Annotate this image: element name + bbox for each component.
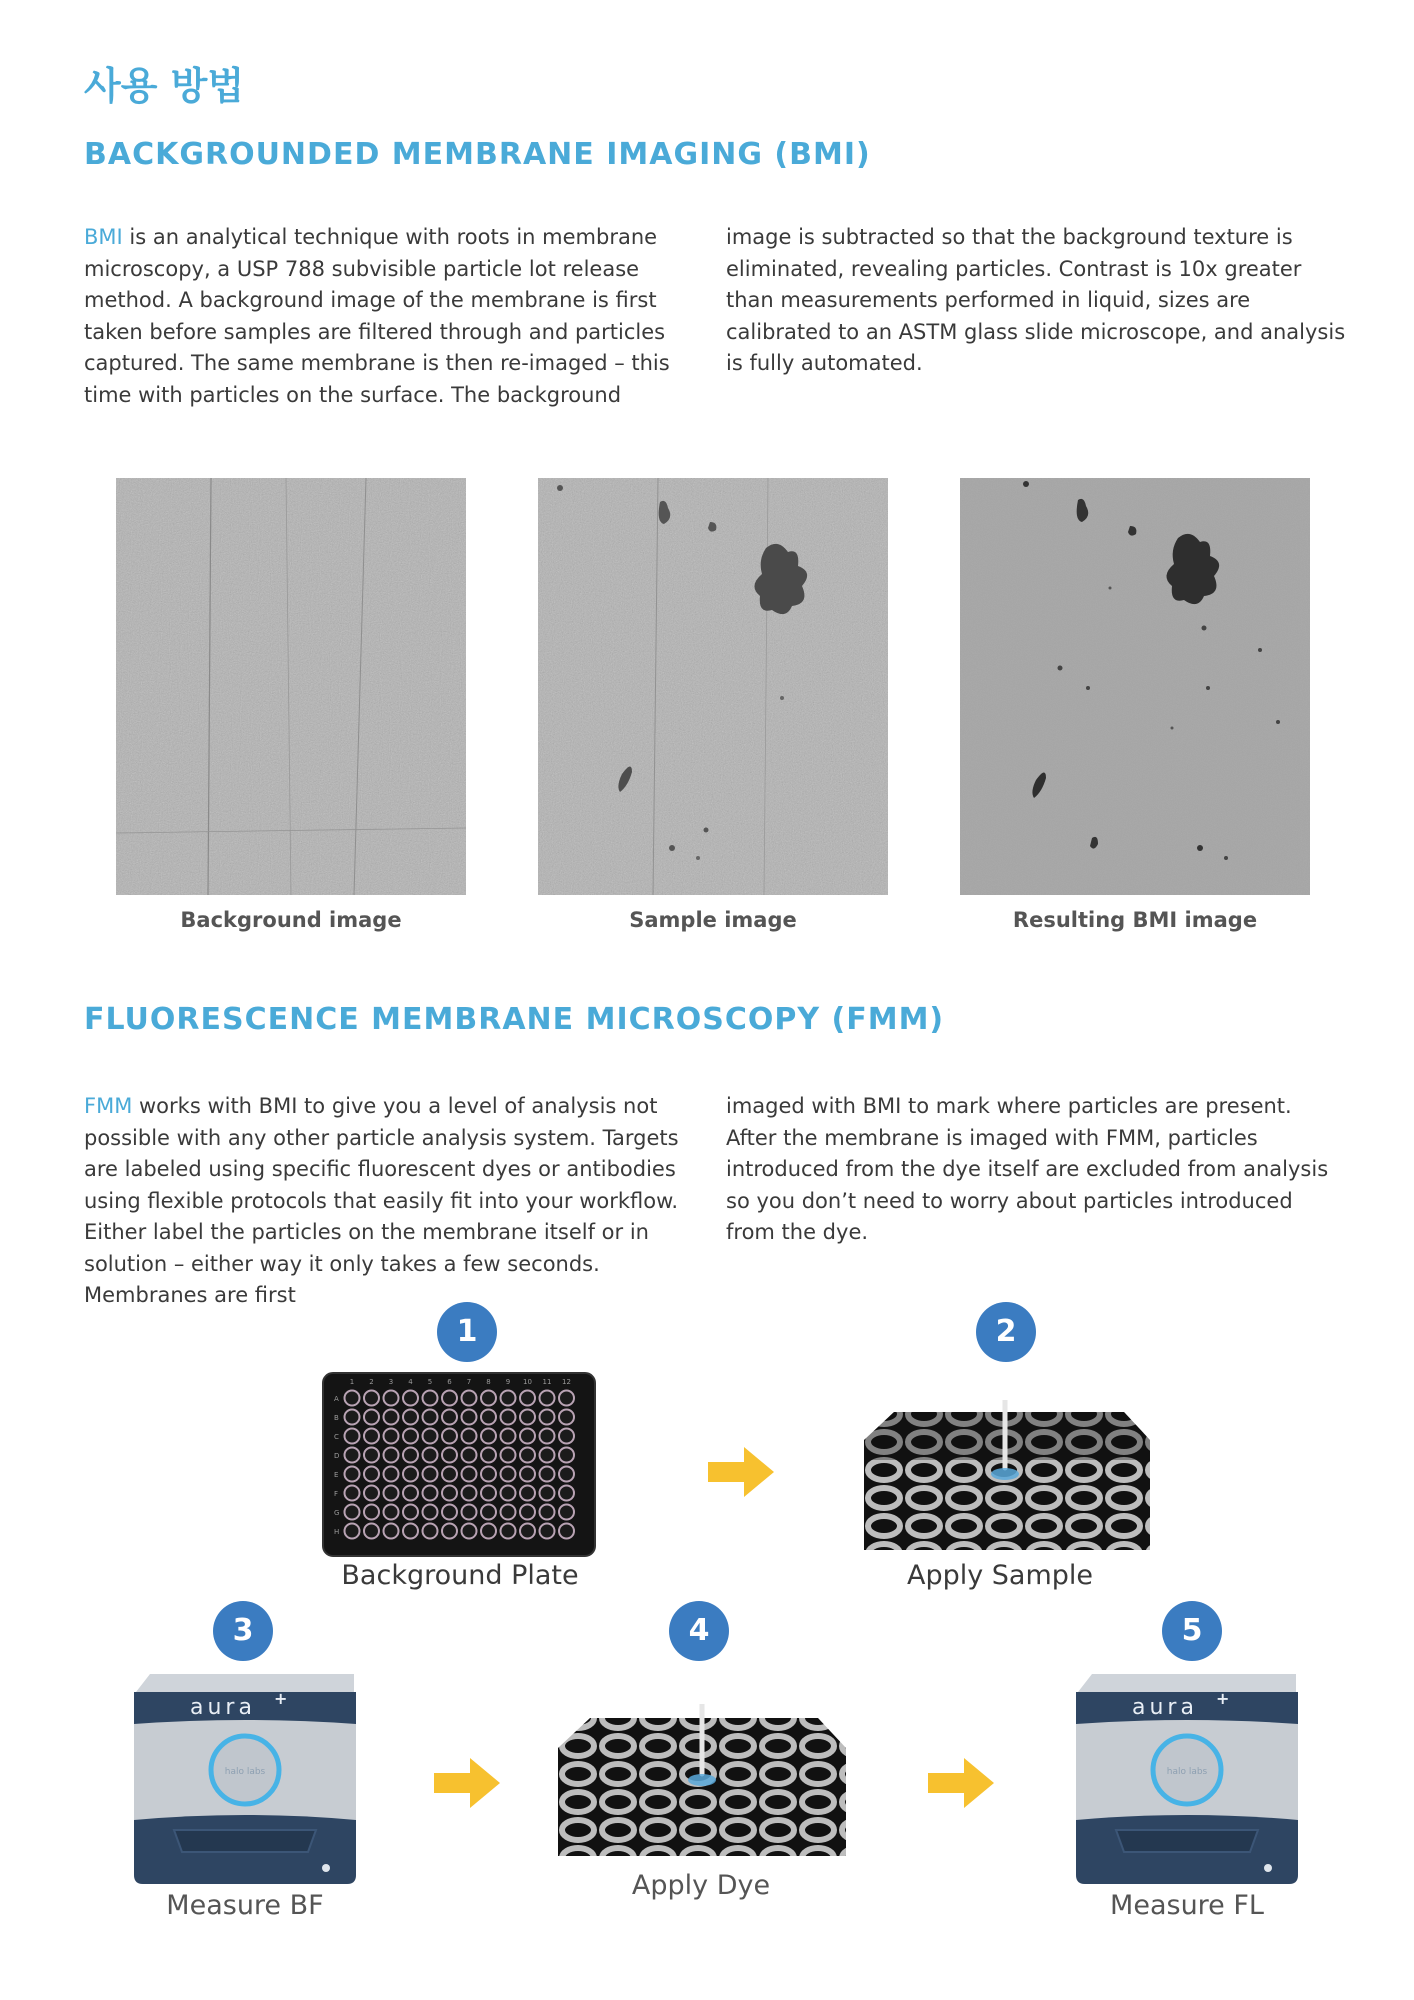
bmi-lead: BMI [84, 225, 123, 249]
plate-row-label: D [334, 1452, 340, 1460]
aura-device-bf-illustration [130, 1670, 360, 1890]
apply-sample-illustration [864, 1400, 1150, 1550]
fmm-text-left-rest: works with BMI to give you a level of analysis not possible with any other particle analysis system. Targets are labeled using specific fluorescent dyes or antibodies using flexible protocols that easily fit into your workflow. Either label the particles on the membrane itself or in solution – either way it only takes a few seconds. Membranes are first [84, 1094, 679, 1307]
plate-well [501, 1524, 516, 1539]
plate-well [384, 1429, 399, 1444]
plate-well [364, 1486, 379, 1501]
plate-well [345, 1410, 360, 1425]
plate-well [481, 1524, 496, 1539]
plate-well [481, 1429, 496, 1444]
plate-well [364, 1448, 379, 1463]
plate-well [520, 1448, 535, 1463]
plate-well [559, 1410, 574, 1425]
plate-well [423, 1410, 438, 1425]
plate-well [442, 1486, 457, 1501]
plate-well [403, 1448, 418, 1463]
plate-col-label: 8 [486, 1378, 491, 1386]
plate-well [364, 1410, 379, 1425]
fmm-heading: FLUORESCENCE MEMBRANE MICROSCOPY (FMM) [84, 1002, 945, 1037]
apply-dye-illustration [558, 1704, 846, 1856]
plate-well [462, 1429, 477, 1444]
plate-well [501, 1505, 516, 1520]
plate-well [520, 1524, 535, 1539]
caption-background-image: Background image [180, 908, 402, 932]
plate-well [403, 1410, 418, 1425]
step-3-label: Measure BF [166, 1890, 324, 1921]
plate-well [423, 1486, 438, 1501]
plate-col-label: 12 [562, 1378, 571, 1386]
step-2-label: Apply Sample [906, 1560, 1094, 1591]
plate-well [540, 1448, 555, 1463]
plate-well [501, 1429, 516, 1444]
plate-well [442, 1429, 457, 1444]
plate-well [384, 1467, 399, 1482]
plate-well [520, 1429, 535, 1444]
plate-well [559, 1505, 574, 1520]
plate-well [364, 1429, 379, 1444]
plate-well [345, 1524, 360, 1539]
plate-well [442, 1410, 457, 1425]
resulting-bmi-micrograph [960, 478, 1310, 895]
bmi-text-left [84, 222, 709, 411]
caption-resulting-bmi-image: Resulting BMI image [1012, 908, 1258, 932]
plate-well [559, 1467, 574, 1482]
plate-well [520, 1505, 535, 1520]
plate-well [442, 1391, 457, 1406]
plate-col-label: 5 [427, 1378, 433, 1386]
aura-device-fl-illustration [1072, 1670, 1302, 1890]
plate-well [481, 1410, 496, 1425]
bmi-heading: BACKGROUNDED MEMBRANE IMAGING (BMI) [84, 137, 871, 172]
plate-row-label: G [334, 1509, 340, 1517]
plate-well [423, 1429, 438, 1444]
plate-well [540, 1486, 555, 1501]
plate-well [403, 1524, 418, 1539]
plate-well [403, 1467, 418, 1482]
plate-well [540, 1505, 555, 1520]
plate-well [345, 1486, 360, 1501]
bmi-text-right: image is subtracted so that the background texture is eliminated, revealing particles. Contrast is 10x greater than measurements performed in liquid, sizes are calibrated to an ASTM glass slide microscope, and analysis is fully automated. [726, 225, 1346, 375]
plate-col-label: 3 [388, 1378, 394, 1386]
plate-well [423, 1524, 438, 1539]
plate-well [559, 1486, 574, 1501]
plate-well [403, 1486, 418, 1501]
plate-well [501, 1486, 516, 1501]
plate-col-label: 7 [466, 1378, 472, 1386]
step-4-badge: 4 [669, 1601, 729, 1661]
device-brand-sup-fl: + [1216, 1689, 1230, 1708]
plate-well [403, 1505, 418, 1520]
fmm-text-left [84, 1091, 709, 1312]
plate-well [462, 1505, 477, 1520]
plate-well [462, 1448, 477, 1463]
device-brand-bf: aura [190, 1695, 256, 1720]
background-micrograph [116, 478, 466, 895]
plate-well [559, 1391, 574, 1406]
plate-well [364, 1524, 379, 1539]
plate-well [520, 1486, 535, 1501]
plate-well [520, 1391, 535, 1406]
plate-well [442, 1467, 457, 1482]
plate-row-label: E [334, 1471, 339, 1479]
plate-well [501, 1467, 516, 1482]
plate-row-label: C [334, 1433, 339, 1441]
step-4-label: Apply Dye [631, 1870, 771, 1901]
plate-col-label: 6 [447, 1378, 452, 1386]
arrow-right-icon [928, 1758, 994, 1808]
plate-well [520, 1467, 535, 1482]
plate-well [559, 1524, 574, 1539]
plate-well [501, 1448, 516, 1463]
plate-well [481, 1486, 496, 1501]
plate-well [481, 1391, 496, 1406]
plate-col-label: 10 [523, 1378, 532, 1386]
plate-well [462, 1486, 477, 1501]
page-title: 사용 방법 [84, 64, 245, 108]
plate-well [384, 1391, 399, 1406]
plate-well [345, 1448, 360, 1463]
plate-well [462, 1391, 477, 1406]
plate-row-label: B [334, 1414, 339, 1422]
plate-well [559, 1448, 574, 1463]
plate-well [462, 1410, 477, 1425]
step-2-badge: 2 [976, 1302, 1036, 1362]
plate-well [442, 1448, 457, 1463]
device-logo-fl: halo labs [1166, 1767, 1208, 1777]
plate-well [423, 1505, 438, 1520]
plate-well [384, 1448, 399, 1463]
plate-well [442, 1524, 457, 1539]
plate-well [462, 1524, 477, 1539]
plate-well [364, 1391, 379, 1406]
plate-well [462, 1467, 477, 1482]
sample-micrograph [538, 478, 888, 895]
plate-well [501, 1410, 516, 1425]
arrow-right-icon [434, 1758, 500, 1808]
plate-well [384, 1524, 399, 1539]
fmm-lead: FMM [84, 1094, 133, 1118]
plate-well [345, 1391, 360, 1406]
plate-well [540, 1429, 555, 1444]
plate-col-label: 2 [369, 1378, 374, 1386]
plate-well [520, 1410, 535, 1425]
device-brand-sup-bf: + [274, 1689, 288, 1708]
plate-well [540, 1391, 555, 1406]
plate-well [423, 1448, 438, 1463]
plate-well [364, 1467, 379, 1482]
device-logo-bf: halo labs [224, 1767, 266, 1777]
plate-well [559, 1429, 574, 1444]
plate-well [481, 1448, 496, 1463]
plate-col-label: 9 [505, 1378, 511, 1386]
background-plate-illustration [322, 1372, 596, 1557]
plate-well [540, 1524, 555, 1539]
plate-col-label: 4 [408, 1378, 413, 1386]
plate-col-label: 11 [542, 1378, 552, 1386]
plate-row-label: F [334, 1490, 339, 1498]
plate-row-label: H [334, 1528, 340, 1536]
caption-sample-image: Sample image [629, 908, 797, 932]
plate-well [423, 1391, 438, 1406]
plate-well [501, 1391, 516, 1406]
plate-well [423, 1467, 438, 1482]
plate-well [345, 1505, 360, 1520]
plate-well [364, 1505, 379, 1520]
step-5-label: Measure FL [1110, 1890, 1264, 1921]
plate-well [345, 1467, 360, 1482]
plate-row-label: A [334, 1395, 339, 1403]
plate-well [384, 1410, 399, 1425]
plate-well [384, 1486, 399, 1501]
plate-well [481, 1505, 496, 1520]
plate-well [442, 1505, 457, 1520]
step-1-badge: 1 [437, 1302, 497, 1362]
plate-well [403, 1391, 418, 1406]
plate-well [540, 1467, 555, 1482]
fmm-text-right: imaged with BMI to mark where particles are present. After the membrane is imaged with FMM, particles introduced from the dye itself are excluded from analysis so you don’t need to worry about particles introduced from the dye. [726, 1094, 1329, 1244]
bmi-text-left-rest: is an analytical technique with roots in membrane microscopy, a USP 788 subvisible particle lot release method. A background image of the membrane is first taken before samples are filtered through and particles captured. The same membrane is then re-imaged – this time with particles on the surface. The background [84, 225, 670, 407]
step-3-badge: 3 [213, 1601, 273, 1661]
plate-well [345, 1429, 360, 1444]
plate-well [403, 1429, 418, 1444]
plate-well [481, 1467, 496, 1482]
plate-col-label: 1 [349, 1378, 355, 1386]
plate-well [384, 1505, 399, 1520]
step-1-label: Background Plate [341, 1560, 579, 1591]
arrow-right-icon [708, 1447, 774, 1497]
device-brand-fl: aura [1132, 1695, 1198, 1720]
step-5-badge: 5 [1162, 1601, 1222, 1661]
plate-well [540, 1410, 555, 1425]
